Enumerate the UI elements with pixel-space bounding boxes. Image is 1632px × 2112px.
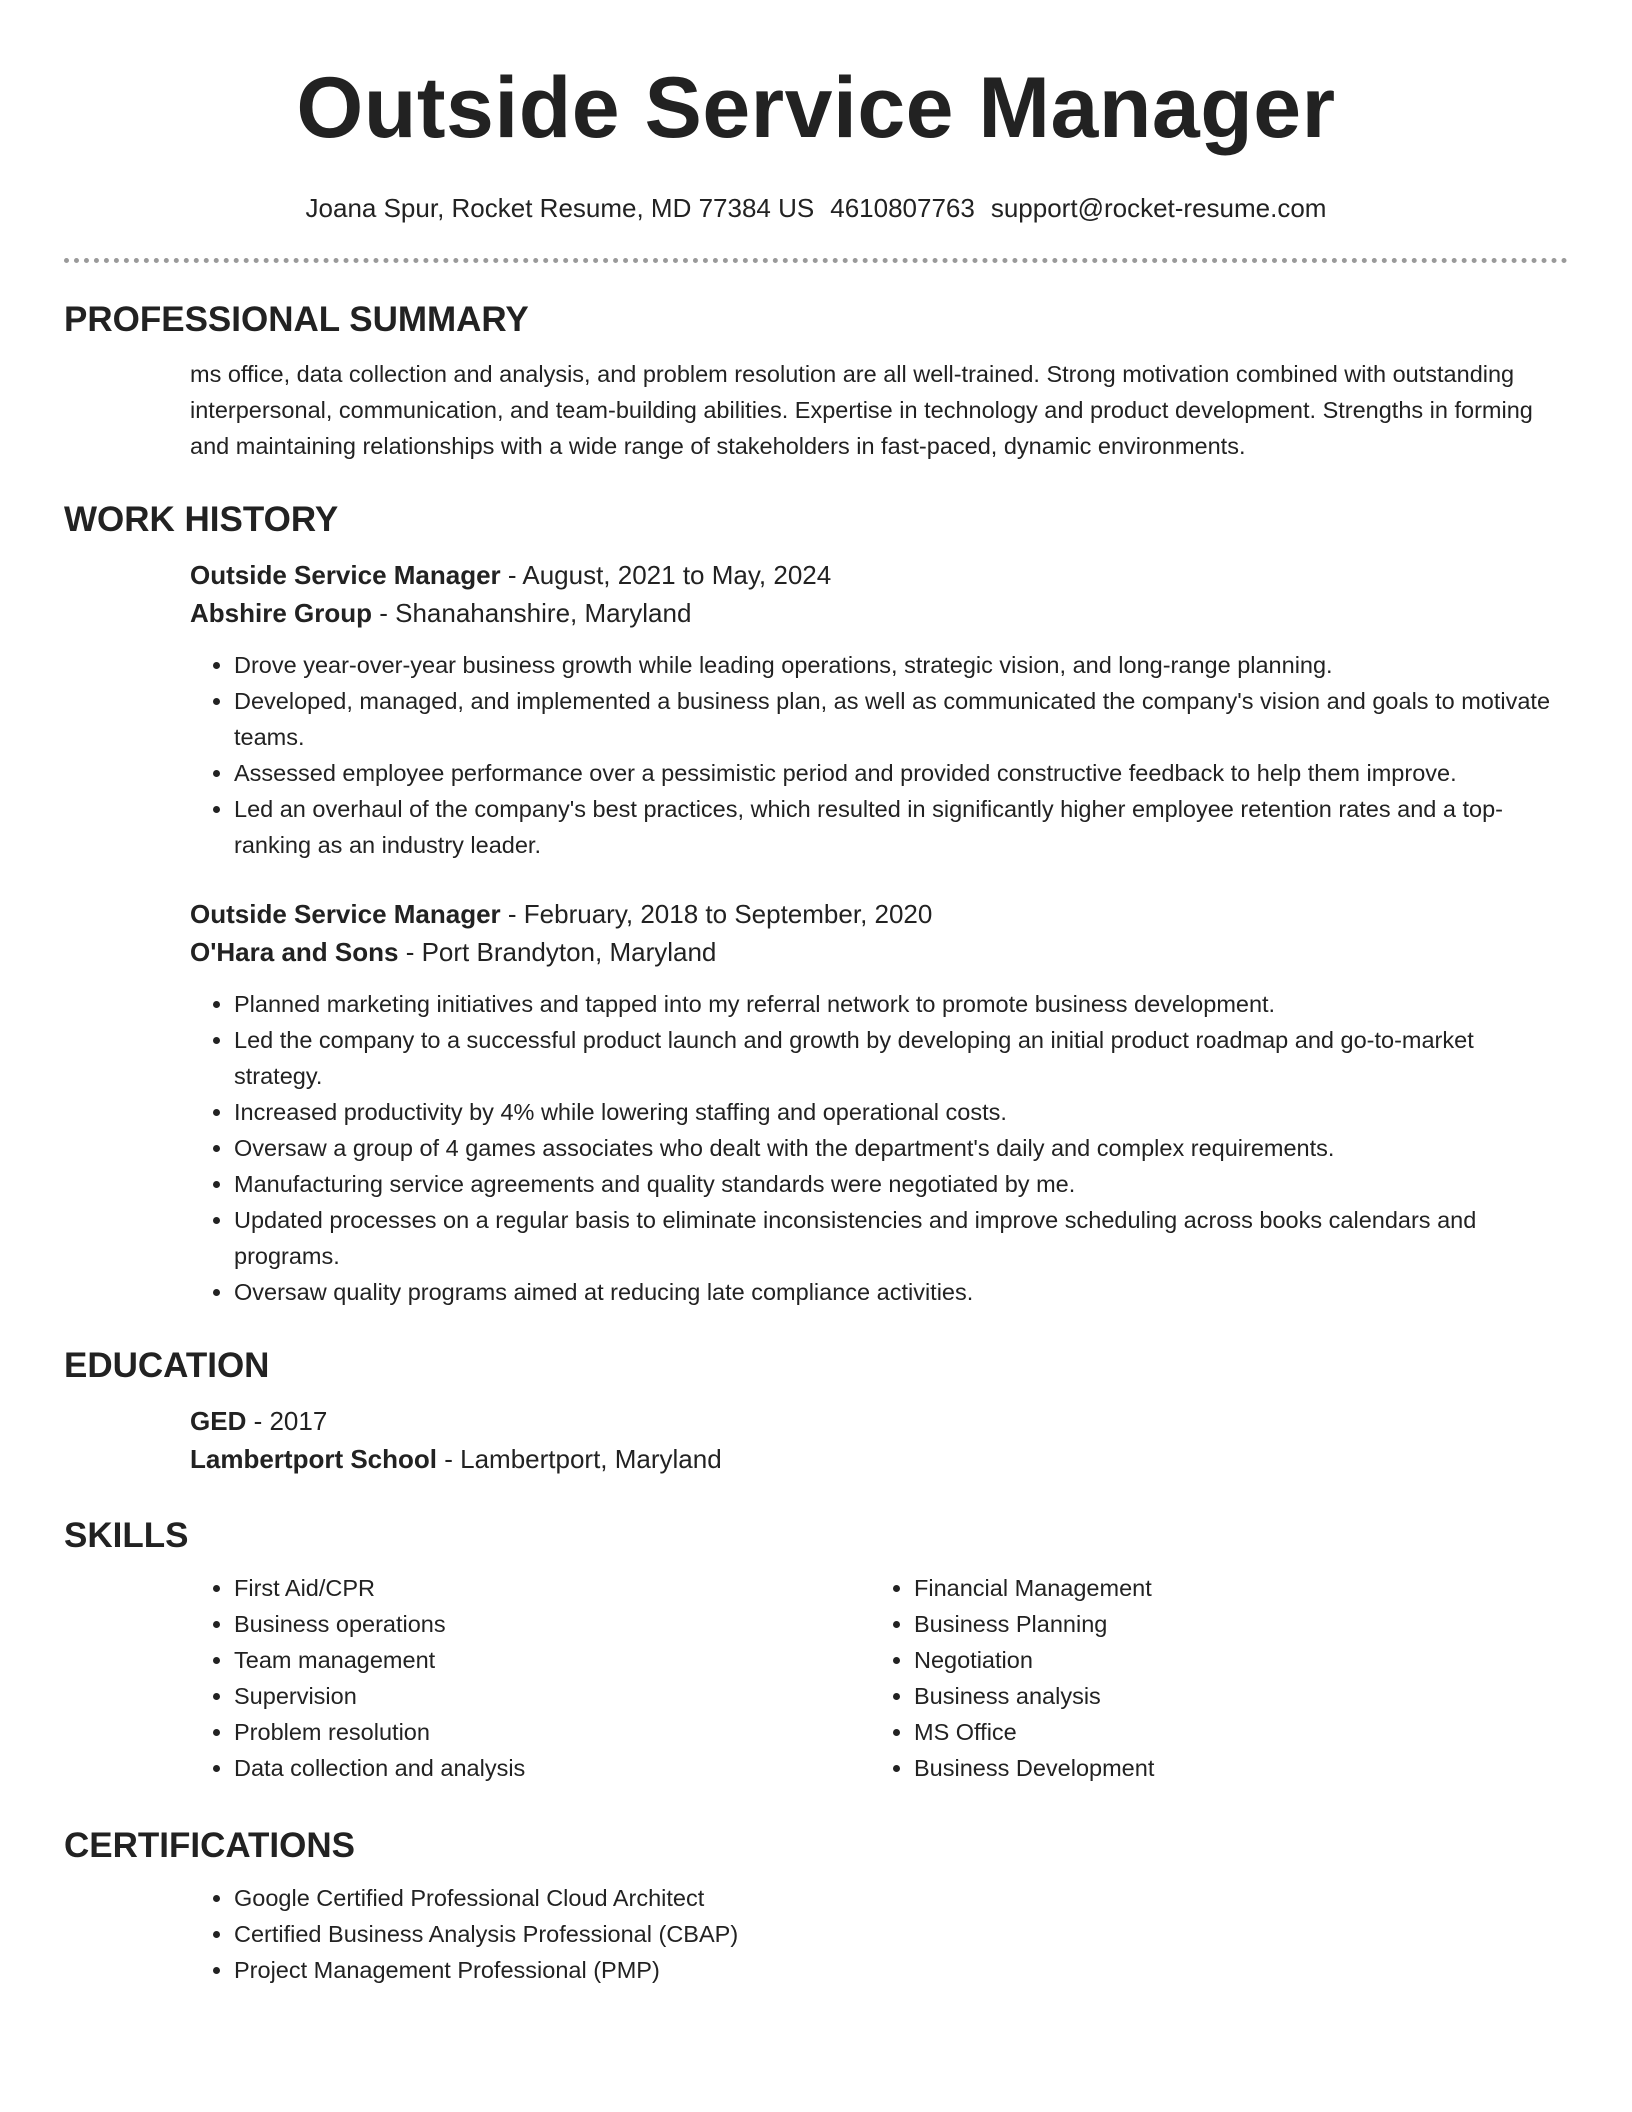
- job-location: - Port Brandyton, Maryland: [398, 937, 717, 967]
- skills-list: [870, 1570, 1550, 1786]
- list-item: • Negotiation: [914, 1642, 1550, 1678]
- list-item: • Problem resolution: [234, 1714, 870, 1750]
- resume-header: [64, 0, 1568, 263]
- job-title: Outside Service Manager: [190, 560, 501, 590]
- job-location: - Shanahanshire, Maryland: [372, 598, 692, 628]
- skills-section: [64, 1514, 1568, 1786]
- contact-email[interactable]: support@rocket-resume.com: [990, 193, 1327, 223]
- list-item: • Developed, managed, and implemented a business plan, as well as communicated the company's vision and goals to motivate teams.: [234, 683, 1568, 755]
- list-item: • Manufacturing service agreements and quality standards were negotiated by me.: [234, 1166, 1568, 1202]
- list-item: • Planned marketing initiatives and tapped into my referral network to promote business development.: [234, 986, 1568, 1022]
- skills-column-left: [190, 1570, 870, 1786]
- education-heading: EDUCATION: [64, 1346, 270, 1385]
- list-item: • Business Development: [914, 1750, 1550, 1786]
- job-entry: [190, 895, 1568, 1310]
- education-section: [64, 1344, 1568, 1478]
- education-degree: GED: [190, 1406, 247, 1436]
- job-bullets: [190, 986, 1568, 1310]
- list-item: • Drove year-over-year business growth while leading operations, strategic vision, and long-range planning.: [234, 647, 1568, 683]
- list-item: • Supervision: [234, 1678, 870, 1714]
- list-item: • Team management: [234, 1642, 870, 1678]
- job-company: O'Hara and Sons: [190, 937, 399, 967]
- job-dates: - August, 2021 to May, 2024: [500, 560, 832, 590]
- skills-column-right: [870, 1570, 1550, 1786]
- contact-phone: 4610807763: [830, 193, 975, 223]
- list-item: • Oversaw a group of 4 games associates who dealt with the department's daily and complex requirements.: [234, 1130, 1568, 1166]
- list-item: • Assessed employee performance over a pessimistic period and provided constructive feedback to help them improve.: [234, 755, 1568, 791]
- summary-text: ms office, data collection and analysis, and problem resolution are all well-trained. Strong motivation combined with outstanding interpersonal, communication, and team-building abilities. Expertise in technology and product development. Strengths in forming and maintaining relationships with a wide range of stakeholders in fast-paced, dynamic environments.: [190, 361, 1533, 459]
- education-school-line: [190, 1440, 1568, 1478]
- work-history-heading: WORK HISTORY: [64, 500, 339, 539]
- job-company-line: [190, 933, 1568, 971]
- list-item: • Financial Management: [914, 1570, 1550, 1606]
- contact-address: Joana Spur, Rocket Resume, MD 77384 US: [305, 193, 815, 223]
- list-item: • First Aid/CPR: [234, 1570, 870, 1606]
- list-item: • MS Office: [914, 1714, 1550, 1750]
- job-title: Outside Service Manager: [190, 899, 501, 929]
- education-year: - 2017: [246, 1406, 328, 1436]
- header-divider: [64, 258, 1568, 263]
- summary-section: [64, 298, 1568, 464]
- list-item: • Led the company to a successful product launch and growth by developing an initial product roadmap and go-to-market strategy.: [234, 1022, 1568, 1094]
- resume-title: Outside Service Manager: [296, 60, 1336, 156]
- summary-heading: PROFESSIONAL SUMMARY: [64, 300, 529, 339]
- list-item: • Certified Business Analysis Professional (CBAP): [234, 1916, 1568, 1952]
- certifications-section: [64, 1824, 1568, 1988]
- list-item: • Google Certified Professional Cloud Architect: [234, 1880, 1568, 1916]
- skills-list: [190, 1570, 870, 1786]
- education-location: - Lambertport, Maryland: [437, 1444, 722, 1474]
- job-title-line: [190, 556, 1568, 594]
- list-item: • Data collection and analysis: [234, 1750, 870, 1786]
- education-degree-line: [190, 1402, 1568, 1440]
- list-item: • Project Management Professional (PMP): [234, 1952, 1568, 1988]
- list-item: • Increased productivity by 4% while lowering staffing and operational costs.: [234, 1094, 1568, 1130]
- education-school: Lambertport School: [190, 1444, 438, 1474]
- list-item: • Business Planning: [914, 1606, 1550, 1642]
- list-item: • Updated processes on a regular basis to eliminate inconsistencies and improve scheduling across books calendars and programs.: [234, 1202, 1568, 1274]
- job-entry: [190, 556, 1568, 863]
- certifications-list: [190, 1880, 1568, 1988]
- contact-line: [64, 192, 1568, 224]
- job-dates: - February, 2018 to September, 2020: [500, 899, 933, 929]
- list-item: • Oversaw quality programs aimed at reducing late compliance activities.: [234, 1274, 1568, 1310]
- job-bullets: [190, 647, 1568, 863]
- skills-grid: [190, 1570, 1568, 1786]
- job-title-line: [190, 895, 1568, 933]
- work-history-section: [64, 498, 1568, 1310]
- certifications-heading: CERTIFICATIONS: [64, 1826, 356, 1865]
- list-item: • Business analysis: [914, 1678, 1550, 1714]
- skills-heading: SKILLS: [64, 1516, 189, 1555]
- job-company: Abshire Group: [190, 598, 373, 628]
- list-item: • Led an overhaul of the company's best practices, which resulted in significantly higher employee retention rates and a top-ranking as an industry leader.: [234, 791, 1568, 863]
- job-company-line: [190, 594, 1568, 632]
- list-item: • Business operations: [234, 1606, 870, 1642]
